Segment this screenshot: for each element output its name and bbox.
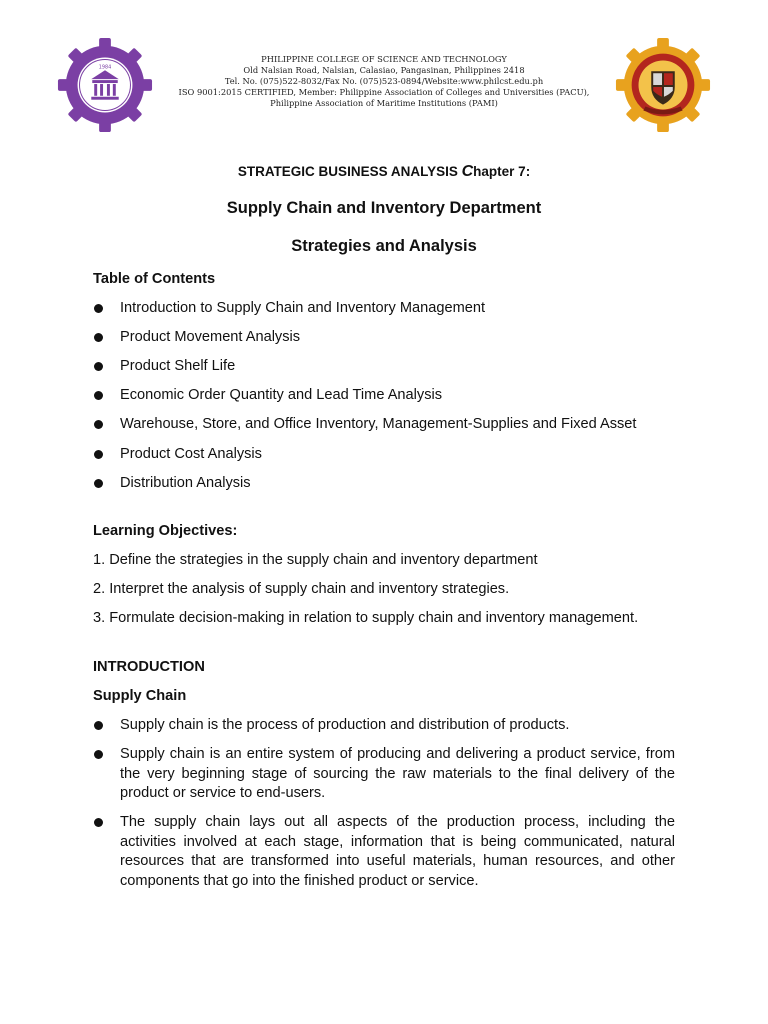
institution-name: PHILIPPINE COLLEGE OF SCIENCE AND TECHNOLOGY	[261, 54, 507, 64]
institution-address: Old Nalsian Road, Nalsian, Calasiao, Pangasinan, Philippines 2418	[243, 65, 525, 75]
document-title: Supply Chain and Inventory Department	[226, 199, 542, 217]
society-seal-logo	[614, 36, 712, 134]
letterhead	[160, 54, 608, 109]
bullet-icon	[94, 304, 103, 313]
institution-certification: ISO 9001:2015 CERTIFIED, Member: Philippine Association of Colleges and Universities (PACU),	[178, 87, 590, 97]
bullet-icon	[94, 450, 103, 459]
toc-item: Warehouse, Store, and Office Inventory, Management-Supplies and Fixed Asset	[93, 415, 675, 435]
bullet-icon	[94, 818, 103, 827]
document-course-title: STRATEGIC BUSINESS ANALYSIS Chapter 7:	[237, 163, 531, 180]
toc-item: Product Cost Analysis	[93, 445, 675, 465]
college-seal-logo	[56, 36, 154, 134]
toc-item: Distribution Analysis	[93, 474, 675, 494]
bullet-icon	[94, 333, 103, 342]
toc-list	[93, 299, 675, 493]
toc-item: Product Movement Analysis	[93, 328, 675, 348]
document-subtitle: Strategies and Analysis	[291, 237, 477, 255]
toc-item: Economic Order Quantity and Lead Time Analysis	[93, 386, 675, 406]
svg-text:1984: 1984	[98, 64, 112, 71]
supply-chain-point: The supply chain lays out all aspects of the production process, including the activities involved at each stage, information that is being communicated, natural resources that are transformed into useful materials, human resources, and other components that go into the finished product or service.	[93, 813, 675, 891]
objective-item: 1. Define the strategies in the supply chain and inventory department	[93, 552, 538, 569]
objectives-heading: Learning Objectives:	[93, 523, 238, 540]
institution-membership: Philippine Association of Maritime Institutions (PAMI)	[270, 98, 498, 108]
introduction-heading: INTRODUCTION	[93, 658, 205, 675]
bullet-icon	[94, 750, 103, 759]
objective-item: 3. Formulate decision-making in relation to supply chain and inventory management.	[93, 610, 639, 627]
objective-item: 2. Interpret the analysis of supply chain and inventory strategies.	[93, 581, 510, 598]
supply-chain-point: Supply chain is the process of production and distribution of products.	[93, 716, 675, 736]
bullet-icon	[94, 420, 103, 429]
toc-item: Product Shelf Life	[93, 357, 675, 377]
document-body	[93, 270, 675, 891]
toc-item: Introduction to Supply Chain and Inventory Management	[93, 299, 675, 319]
bullet-icon	[94, 721, 103, 730]
supply-chain-list	[93, 716, 675, 891]
bullet-icon	[94, 362, 103, 371]
supply-chain-heading: Supply Chain	[93, 688, 187, 705]
supply-chain-point: Supply chain is an entire system of producing and delivering a product service, from the very beginning stage of sourcing the raw materials to the final delivery of the product or service to end-users.	[93, 745, 675, 804]
toc-heading: Table of Contents	[93, 271, 216, 287]
institution-contact: Tel. No. (075)522-8032/Fax No. (075)523-0894/Website:www.philcst.edu.ph	[224, 76, 544, 86]
bullet-icon	[94, 391, 103, 400]
bullet-icon	[94, 479, 103, 488]
